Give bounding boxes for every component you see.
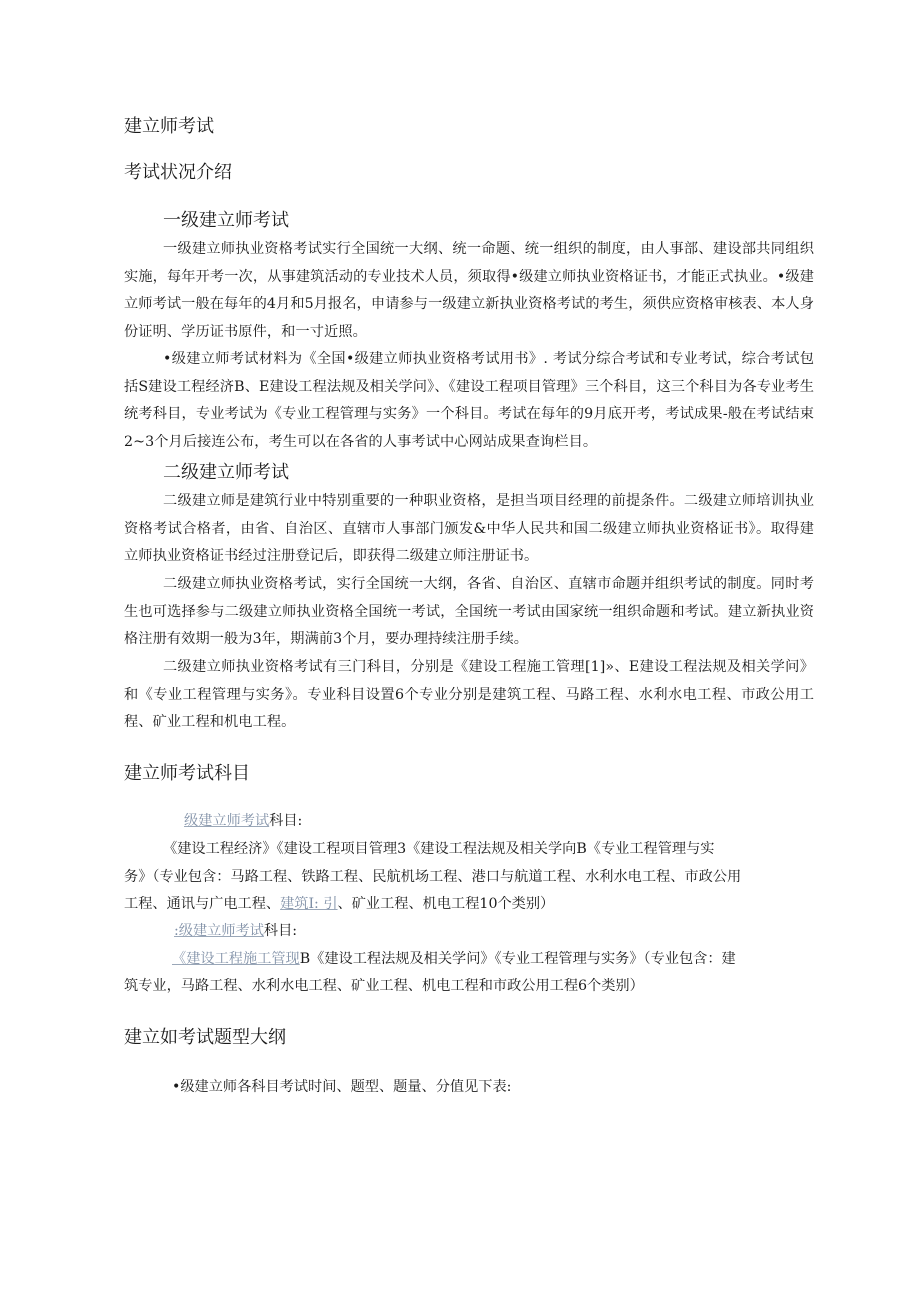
construction-management-link[interactable]: 《建设工程施工管现: [172, 951, 300, 967]
section-heading-exam-outline: 建立如考试题型大纲: [124, 1027, 286, 1048]
document-title: 建立师考试: [124, 116, 214, 137]
second-level-subjects-label: [174, 920, 297, 942]
section-heading-subjects: 建立师考试科目: [124, 763, 250, 784]
second-level-exam-link[interactable]: :级建立师考试: [174, 923, 264, 939]
first-level-subjects-line2: 务》（专业包含：马路工程、铁路工程、民航机场工程、港口与航道工程、水利水电工程、市政公用: [124, 869, 742, 885]
paragraph-second-level-1: 二级建立师是建筑行业中特别重要的一种职业资格，是担当项目经理的前提条件。二级建立师培训执业资格考试合格者，由省、自治区、直辖市人事部门颁发&中华人民共和国二级建立师执业资格证书》。取得建立师执业资格证书经过注册登记后，即获得二级建立师注册证书。: [124, 493, 814, 564]
first-level-subjects-label: [184, 810, 302, 832]
second-level-subjects-line2: 筑专业，马路工程、水利水电工程、矿业工程、机电工程和市政公用工程6个类别）: [124, 978, 644, 994]
second-level-subjects-line1: [172, 948, 736, 970]
second-level-subjects-label-text: 科目:: [263, 923, 298, 939]
exam-outline-intro: •级建立师各科目考试时间、题型、题量、分值见下表:: [172, 1079, 512, 1095]
first-level-exam-link[interactable]: 级建立师考试: [184, 813, 270, 829]
second-level-subjects-line1-end: B《建设工程法规及相关学问》《专业工程管理与实务》（专业包含：建: [299, 951, 736, 967]
subheading-second-level: 二级建立师考试: [163, 462, 289, 483]
section-heading-exam-intro: 考试状况介绍: [124, 162, 232, 183]
first-level-subjects-line3-end: 、矿业工程、机电工程10个类别）: [337, 896, 555, 912]
paragraph-first-level-2: •级建立师考试材料为《全国•级建立师执业资格考试用书》. 考试分综合考试和专业考试，综合考试包括S建设工程经济B、E建设工程法规及相关学问》、《建设工程项目管理》三个科目，这三个科目为各专业考生统考科目，专业考试为《专业工程管理与实务》一个科目。考试在每年的9月底开考，考试成果-般在考试结束2~3个月后接连公布，考生可以在各省的人事考试中心网站成果查询栏目。: [124, 351, 814, 450]
first-level-subjects-line1: 《建设工程经济》《建设工程项目管理3《建设工程法规及相关学向B《专业工程管理与实: [163, 841, 715, 857]
first-level-subjects-label-text: 科目:: [269, 813, 303, 829]
paragraph-second-level-2: 二级建立师执业资格考试，实行全国统一大纲，各省、自治区、直辖市命题并组织考试的制度。同时考生也可选择参与二级建立师执业资格全国统一考试，全国统一考试由国家统一组织命题和考试。建立新执业资格注册有效期一般为3年，期满前3个月，要办理持续注册手续。: [124, 576, 814, 647]
first-level-subjects-line3-start: 工程、通讯与广电工程、: [124, 896, 281, 912]
subheading-first-level: 一级建立师考试: [163, 210, 289, 231]
paragraph-first-level-1: 一级建立师执业资格考试实行全国统一大纲、统一命题、统一组织的制度，由人事部、建设部共同组织实施，每年开考一次，从事建筑活动的专业技术人员，须取得•级建立师执业资格证书，才能正式执业。•级建立师考试一般在每年的4月和5月报名，申请参与一级建立新执业资格考试的考生，须供应资格审核表、本人身份证明、学历证书原件，和一寸近照。: [124, 241, 814, 340]
construction-link[interactable]: 建筑I: 引: [280, 896, 338, 912]
first-level-subjects-line3: [124, 893, 554, 915]
paragraph-second-level-3: 二级建立师执业资格考试有三门科目，分别是《建设工程施工管理[1]»、E建设工程法规及相关学问》和《专业工程管理与实务》。专业科目设置6个专业分别是建筑工程、马路工程、水利水电工程、市政公用工程、矿业工程和机电工程。: [124, 659, 814, 730]
